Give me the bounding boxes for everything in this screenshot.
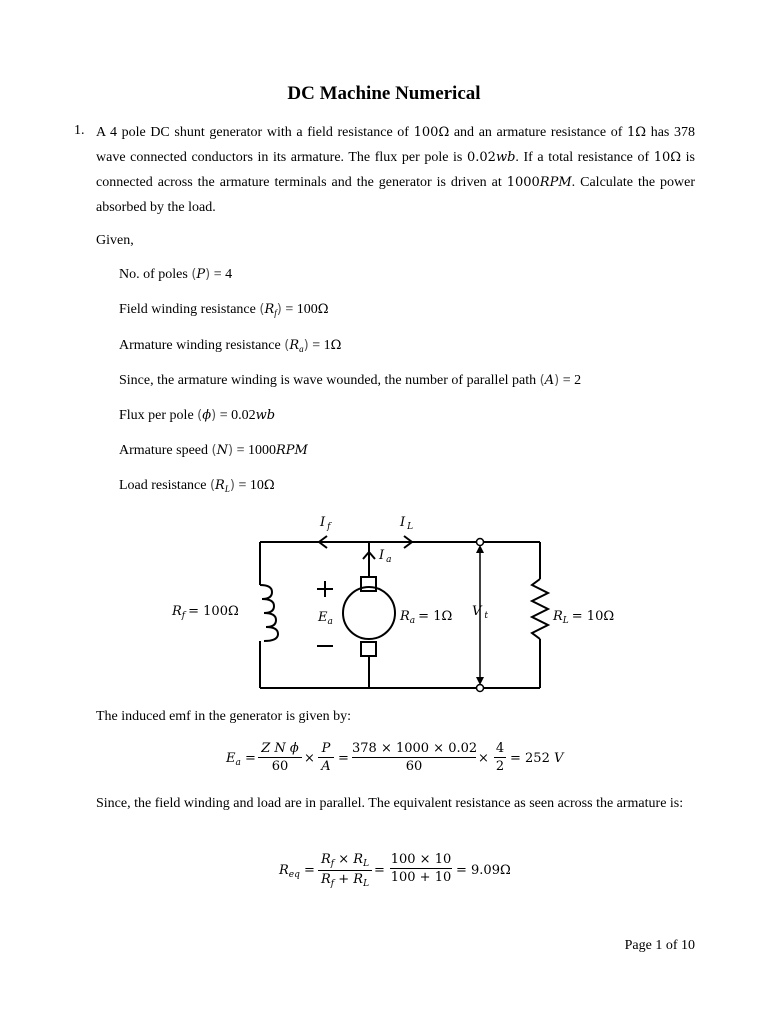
ohm-symbol: Ω [263,478,275,493]
ohm-symbol: Ω [670,150,682,165]
given-unit: RPM [275,443,308,458]
emf-equals-2: = [338,751,349,766]
ohm-symbol: Ω [635,125,647,140]
ohm-symbol: Ω [438,125,450,140]
emf-lhs: $E_a$ = [226,751,256,768]
given-symbol: N [216,443,228,458]
armature-circle [343,587,395,639]
given-symbol: R [215,478,225,493]
given-value: = 100 [285,302,318,317]
load-resistance-value: 10 [653,150,671,165]
given-item-armature-resistance: Armature winding resistance $(R_a) = 1\Omega$ [119,338,342,354]
emf-fraction-1: Z N ϕ 60 [258,741,302,774]
terminal-bottom [477,685,484,692]
emf-intro: The induced emf in the generator is given by: [96,709,352,724]
ia-label: I $_a$ [379,548,392,565]
problem-text: . If a total resistance of [515,150,654,165]
given-item-load-resistance: Load resistance $(R_L) = 10\Omega$ [119,478,275,494]
given-label: Given, [96,233,134,248]
field-resistance-value: 100 [413,125,439,140]
circuit-diagram [0,505,768,705]
speed-unit: RPM [539,175,572,190]
ra-label: $R_a = 1\Omega$ [400,609,453,626]
given-value: = 4 [213,267,233,282]
question-number: 1. [74,123,85,138]
given-item-flux: Flux per pole (ϕ) = 0.02wb [119,408,276,423]
given-label-text: Load resistance [119,478,207,493]
problem-text: is connected across the armature terminals and the generator is driven at [96,150,695,190]
given-symbol: ϕ [202,408,212,423]
req-fraction-1: $R_f \times R_L$ $R_f + R_L$ [318,852,372,889]
req-fraction-2: 100 × 10 100 + 10 [390,852,452,885]
given-symbol: R [264,302,275,317]
problem-text: . Calculate the power absorbed by the load. [96,175,696,215]
problem-text: and an armature resistance of [449,125,628,140]
given-label-text: Field winding resistance [119,302,256,317]
req-lhs: $R_{eq}$ = [279,863,315,880]
terminal-top [477,539,484,546]
given-symbol: A [544,373,555,388]
req-result: = 9.09Ω [456,863,511,878]
given-value: = 0.02 [219,408,256,423]
emf-fraction-3: 378 × 1000 × 0.02 60 [352,741,478,774]
given-item-field-resistance: Field winding resistance $(R_f) = 100\Omega$ [119,302,329,318]
brush-bottom [361,642,376,656]
page-footer: Page 1 of 10 [624,938,695,953]
given-subscript: L [224,484,230,494]
given-label-text: Flux per pole [119,408,194,423]
load-resistor [532,579,548,639]
flux-value: 0.02 [466,150,496,165]
emf-fraction-4: 4 2 [495,741,505,774]
il-label: I $_L$ [400,515,414,532]
given-subscript: a [299,344,304,354]
armature-resistance-value: 1 [627,125,636,140]
given-label-text: Armature winding resistance [119,338,281,353]
emf-fraction-2: P A [318,741,334,774]
given-label-text: Since, the armature winding is wave wounded, the number of parallel path [119,373,537,388]
given-label-text: Armature speed [119,443,209,458]
given-value: = 1000 [236,443,276,458]
brush-top [361,577,376,591]
given-item-speed: Armature speed (N) = 1000RPM [119,443,308,458]
problem-text: has 378 wave connected conductors in its armature. The flux per pole is [96,125,696,165]
given-item-parallel-paths: Since, the armature winding is wave wounded, the number of parallel path (A) = 2 [119,373,582,388]
req-intro: Since, the field winding and load are in parallel. The equivalent resistance as seen across the armature is: [96,796,684,811]
ea-label: $E_a$ [318,610,333,627]
field-coil [260,585,278,641]
given-symbol: R [289,338,300,353]
given-value: = 1 [312,338,331,353]
given-value: = 2 [562,373,582,388]
given-symbol: P [196,267,206,282]
given-label-text: No. of poles [119,267,188,282]
flux-unit: wb [495,150,516,165]
emf-result: = 252 V [510,751,564,766]
vt-label: V $_t$ [472,604,489,621]
if-label: I $_f$ [320,515,331,532]
given-item-poles: No. of poles (P) = 4 [119,267,233,282]
ohm-symbol: Ω [330,338,342,353]
emf-times-2: × [478,751,489,766]
rl-label: $R_L = 10\Omega$ [553,609,615,626]
given-subscript: f [274,308,277,318]
speed-value: 1000 [506,175,540,190]
given-unit: wb [255,408,276,423]
ohm-symbol: Ω [317,302,329,317]
req-equals-2: = [374,863,385,878]
given-value: = 10 [238,478,264,493]
page-title: DC Machine Numerical [287,83,481,104]
problem-statement [96,120,695,220]
problem-text: A 4 pole DC shunt generator with a field resistance of [96,125,414,140]
emf-times-1: × [304,751,315,766]
rf-label: $R_f = 100\Omega$ [172,604,239,621]
